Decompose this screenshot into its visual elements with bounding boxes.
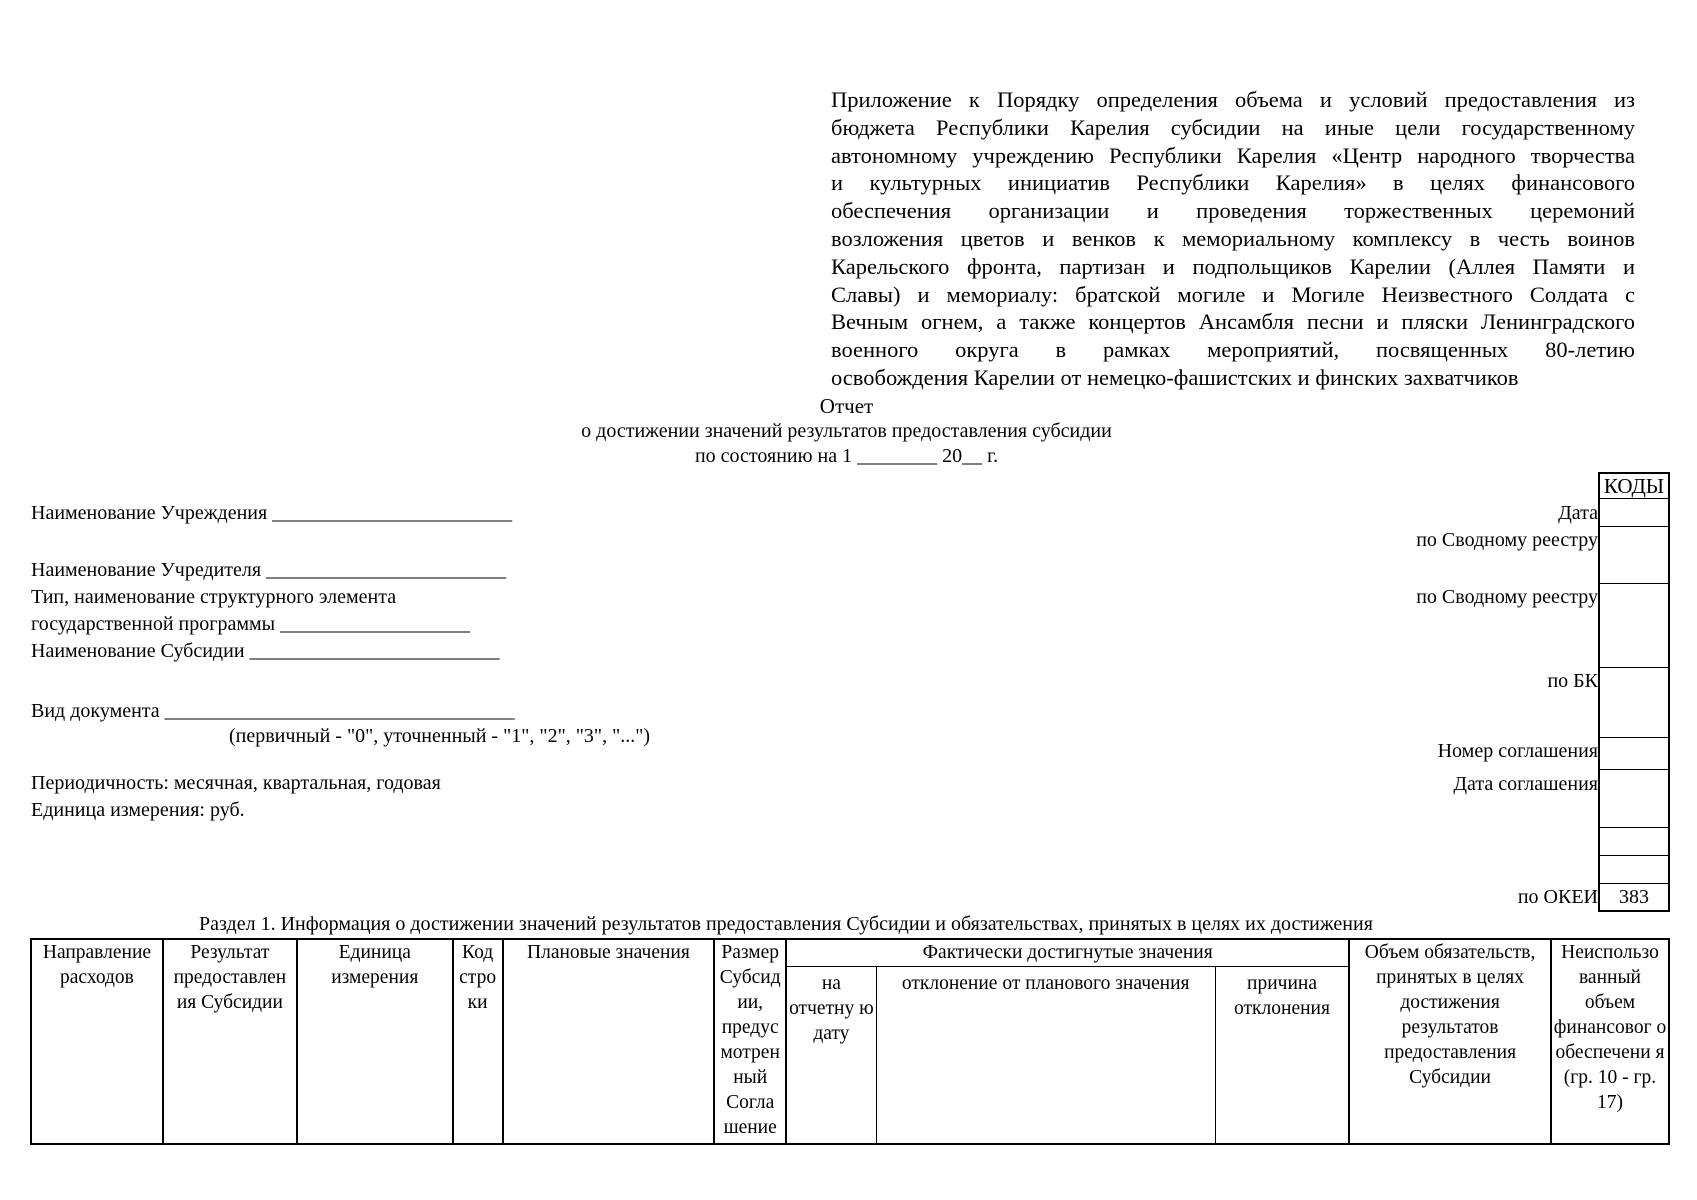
code-label-date: Дата bbox=[1558, 502, 1598, 524]
periodicity-text: Периодичность: месячная, квартальная, годовая bbox=[31, 772, 441, 794]
institution-field: Наименование Учреждения ________________________ bbox=[31, 502, 513, 524]
code-cell-bk bbox=[1598, 668, 1670, 738]
unit-text: Единица измерения: руб. bbox=[31, 799, 245, 821]
code-label-svod-1: по Сводному реестру bbox=[1416, 529, 1598, 551]
program-type-field: Тип, наименование структурного элемента bbox=[31, 586, 397, 608]
header-actual-values: Фактически достигнутые значения bbox=[786, 939, 1349, 967]
header-obligations: Объем обязательств, принятых в целях достижения результатов предоставления Субсидии bbox=[1349, 939, 1551, 1144]
code-label-svod-2: по Сводному реестру bbox=[1416, 586, 1598, 608]
doc-type-field: Вид документа ___________________________________ bbox=[31, 700, 515, 722]
code-cell-agreement-date bbox=[1598, 770, 1670, 828]
code-label-bk: по БК bbox=[1547, 670, 1598, 692]
code-label-agreement-number: Номер соглашения bbox=[1437, 740, 1598, 762]
header-result: Результат предоставлен ия Субсидии bbox=[163, 939, 297, 1144]
subsidy-field: Наименование Субсидии _________________________ bbox=[31, 640, 500, 662]
code-label-okei: по ОКЕИ bbox=[1517, 886, 1598, 908]
codes-header: КОДЫ bbox=[1598, 472, 1670, 499]
program-type-field-2: государственной программы ___________________ bbox=[31, 613, 471, 635]
header-unused-volume: Неиспользо ванный объем финансовог о обеспечени я (гр. 10 - гр. 17) bbox=[1551, 939, 1669, 1144]
appendix-line: военного округа в рамках мероприятий, посвященных 80-летию bbox=[831, 337, 1635, 363]
code-cell-svod-2 bbox=[1598, 584, 1670, 668]
code-cell-svod-1 bbox=[1598, 527, 1670, 584]
code-cell-date bbox=[1598, 499, 1670, 527]
header-deviation-reason: причина отклонения bbox=[1215, 967, 1349, 1145]
report-date-line: по состоянию на 1 ________ 20__ г. bbox=[694, 445, 999, 467]
header-row-code: Код стро ки bbox=[453, 939, 503, 1144]
appendix-line: Карельского фронта, партизан и подпольщиков Карелии (Аллея Памяти и bbox=[831, 253, 1635, 279]
code-label-agreement-date: Дата соглашения bbox=[1453, 773, 1598, 795]
appendix-line: Вечным огнем, а также концертов Ансамбля песни и пляски Ленинградского bbox=[831, 309, 1635, 335]
header-direction: Направление расходов bbox=[31, 939, 163, 1144]
header-deviation: отклонение от планового значения bbox=[876, 967, 1215, 1145]
header-subsidy-size: Размер Субсид ии, предус мотрен ный Согла шение bbox=[714, 939, 786, 1144]
appendix-line: возложения цветов и венков к мемориальному комплексу в честь воинов bbox=[831, 225, 1635, 251]
header-unit: Единица измерения bbox=[297, 939, 453, 1144]
doc-type-hint: (первичный - "0", уточненный - "1", "2", "3", "...") bbox=[229, 725, 651, 747]
appendix-line: бюджета Республики Карелия субсидии на иные цели государственному bbox=[831, 114, 1635, 140]
code-cell-empty-1 bbox=[1598, 828, 1670, 856]
header-planned-values: Плановые значения bbox=[503, 939, 715, 1144]
results-table bbox=[30, 938, 1670, 1145]
appendix-line: освобождения Карелии от немецко-фашистских и финских захватчиков bbox=[831, 364, 1519, 390]
code-cell-okei: 383 bbox=[1598, 884, 1670, 912]
appendix-line: обеспечения организации и проведения торжественных церемоний bbox=[831, 198, 1635, 224]
header-actual-on-date: на отчетну ю дату bbox=[786, 967, 876, 1145]
appendix-line: Приложение к Порядку определения объема и условий предоставления из bbox=[831, 87, 1635, 112]
code-cell-agreement-number bbox=[1598, 738, 1670, 770]
report-title: Отчет bbox=[819, 394, 874, 418]
code-cell-empty-2 bbox=[1598, 856, 1670, 884]
report-subtitle: о достижении значений результатов предоставления субсидии bbox=[581, 420, 1112, 442]
section-title: Раздел 1. Информация о достижении значений результатов предоставления Субсидии и обязательствах, принятых в целях их достижения bbox=[199, 913, 1373, 935]
appendix-line: автономному учреждению Республики Карелия «Центр народного творчества bbox=[831, 142, 1635, 168]
appendix-text bbox=[831, 86, 1635, 392]
founder-field: Наименование Учредителя ________________________ bbox=[31, 559, 507, 581]
appendix-line: Славы) и мемориалу: братской могиле и Могиле Неизвестного Солдата с bbox=[831, 281, 1635, 307]
appendix-line: и культурных инициатив Республики Карелия» в целях финансового bbox=[831, 170, 1635, 196]
